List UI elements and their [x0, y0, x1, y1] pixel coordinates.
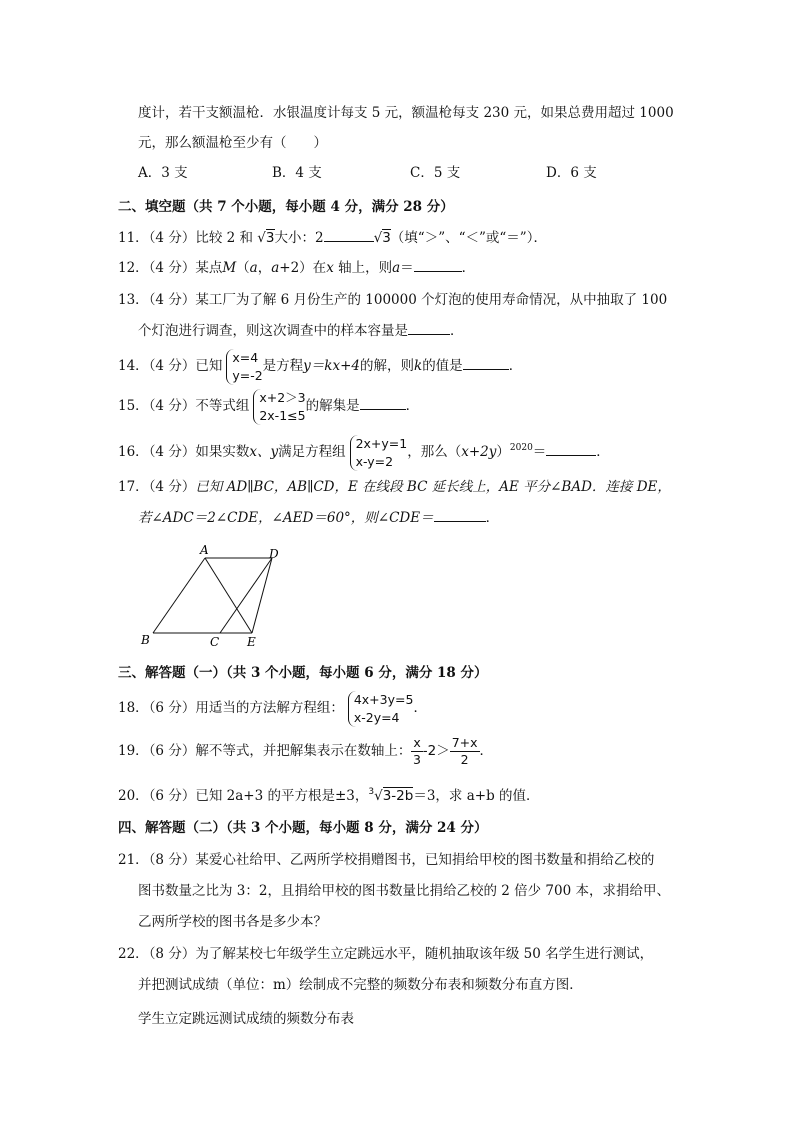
q21-line2: 图书数量之比为 3：2，且捐给甲校的图书数量比捐给乙校的 2 倍少 700 本，求捐给甲、: [138, 883, 670, 899]
fraction-7x-over-2: $\frac{7+x}{2}$: [451, 735, 478, 767]
q15-system: x+2＞3 2x-1≤5: [253, 389, 305, 425]
q10-choice-b: B．4 支: [272, 165, 322, 181]
answer-blank-16[interactable]: [546, 441, 596, 456]
label-C: C: [210, 635, 220, 649]
q10-line2: 元，那么额温枪至少有（ ）: [138, 135, 327, 151]
q21-line3: 乙两所学校的图书各是多少本？: [138, 914, 327, 930]
q22-table-caption: 学生立定跳远测试成绩的频数分布表: [138, 1011, 354, 1027]
seg-AB: [153, 558, 205, 633]
q10-choice-d: D．6 支: [546, 165, 597, 181]
section2-title: 二、填空题（共 7 个小题，每小题 4 分，满分 28 分）: [118, 199, 454, 215]
q13-line2: 个灯泡进行调查，则这次调查中的样本容量是 ．: [138, 320, 464, 341]
q21-line1: 21．（8 分）某爱心社给甲、乙两所学校捐赠图书，已知捐给甲校的图书数量和捐给乙校的: [118, 852, 655, 868]
answer-blank-13[interactable]: [408, 320, 450, 335]
sqrt-symbol: √: [257, 230, 266, 246]
q17-line1: 17．（4 分）已知 AD∥BC，AB∥CD，E 在线段 BC 延长线上，AE 平分∠BAD．连接 DE，: [118, 479, 671, 495]
q10-choice-c: C．5 支: [410, 165, 461, 181]
q12: 12．（4 分）某点M（a，a+2）在x 轴上，则a＝ ．: [118, 257, 475, 278]
q14-system: x=4 y=-2: [226, 349, 262, 385]
section3-title: 三、解答题（一）（共 3 个小题，每小题 6 分，满分 18 分）: [118, 665, 488, 681]
fraction-x-over-3: $\frac{x}{3}$: [413, 735, 421, 767]
q20: 20．（6 分）已知 2a+3 的平方根是±3，$^3$√3-2b＝3，求 a+b 的值．: [118, 787, 540, 804]
q15: 15．（4 分）不等式组 x+2＞3 2x-1≤5 的解集是 ．: [118, 389, 420, 423]
q16-system: 2x+y=1 x-y=2: [350, 435, 408, 471]
q17-figure: [135, 540, 285, 652]
q13-line1: 13．（4 分）某工厂为了解 6 月份生产的 100000 个灯泡的使用寿命情况，从中抽取了 100: [118, 292, 668, 308]
answer-blank-14[interactable]: [463, 355, 509, 370]
answer-blank-15[interactable]: [360, 395, 406, 410]
q22-line1: 22．（8 分）为了解某校七年级学生立定跳远水平，随机抽取该年级 50 名学生进行测试，: [118, 946, 654, 962]
label-D: D: [269, 547, 279, 561]
label-A: A: [200, 543, 209, 557]
q17-line2: 若∠ADC＝2∠CDE，∠AED＝60°，则∠CDE＝ ．: [138, 507, 499, 528]
section4-title: 四、解答题（二）（共 3 个小题，每小题 8 分，满分 24 分）: [118, 820, 488, 836]
seg-AE: [205, 558, 252, 633]
answer-blank-17[interactable]: [434, 507, 486, 522]
q14: 14．（4 分）已知 x=4 y=-2 是方程y＝kx+4的解，则k的值是 ．: [118, 349, 523, 383]
q10-line1: 度计，若干支额温枪．水银温度计每支 5 元，额温枪每支 230 元，如果总费用超过 1000: [138, 105, 674, 121]
q11: 11．（4 分）比较 2 和 √3大小：2 √3（填“＞”、“＜”或“＝”）．: [118, 227, 547, 248]
q16: 16．（4 分）如果实数x、y满足方程组 2x+y=1 x-y=2 ，那么$(x+2y)^{2020}=$ ．: [118, 435, 610, 469]
answer-blank-11a[interactable]: [324, 227, 374, 242]
q19: 19．（6 分）解不等式，并把解集表示在数轴上： $\frac{x}{3}$ -2＞ $\frac{7+x}{2}$ ．: [118, 735, 494, 767]
q22-line2: 并把测试成绩（单位：m）绘制成不完整的频数分布表和频数分布直方图．: [138, 977, 583, 993]
q10-choice-a: A．3 支: [138, 165, 188, 181]
answer-blank-12[interactable]: [414, 257, 462, 272]
cube-root-symbol: √: [374, 788, 383, 804]
label-B: B: [141, 633, 150, 647]
seg-CD: [220, 558, 272, 633]
q18: 18．（6 分）用适当的方法解方程组： 4x+3y=5 x-2y=4 ．: [118, 691, 427, 725]
label-E: E: [247, 635, 256, 649]
seg-DE: [252, 558, 272, 633]
q18-system: 4x+3y=5 x-2y=4: [348, 691, 414, 727]
